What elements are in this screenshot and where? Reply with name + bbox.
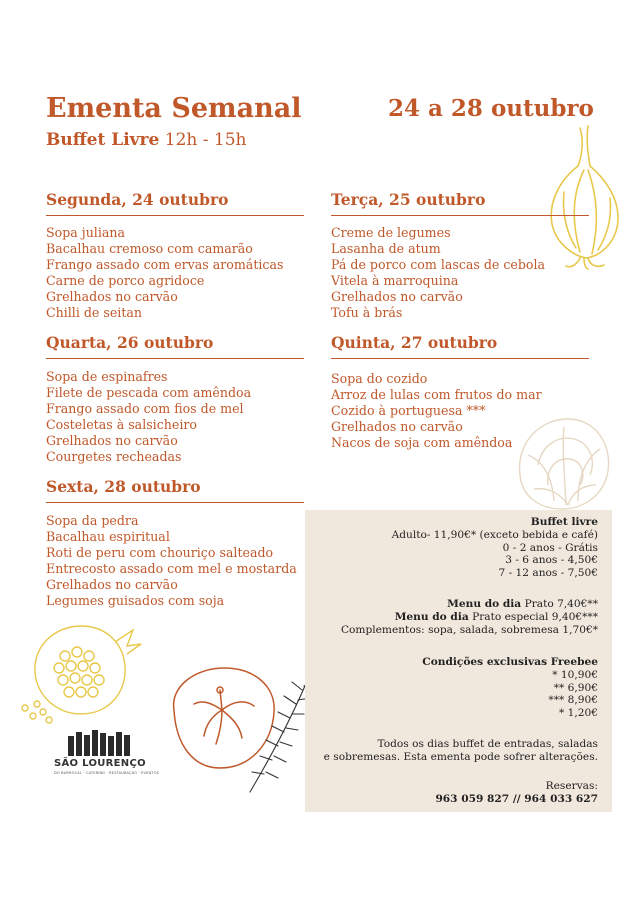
freebee-price: * 10,90€ <box>552 668 598 681</box>
day-heading: Quinta, 27 outubro <box>331 333 589 359</box>
day-wednesday <box>46 333 304 466</box>
dish-list <box>331 225 589 322</box>
day-thursday <box>331 333 589 451</box>
dish-item: Courgetes recheadas <box>46 449 182 465</box>
dish-item: Sopa juliana <box>46 225 125 240</box>
sao-lourenco-logo-mark <box>68 730 134 756</box>
dish-item: Vitela à marroquina <box>331 273 459 289</box>
dish-item: Bacalhau cremoso com camarão <box>46 241 253 257</box>
reservas-block <box>435 780 598 806</box>
phone-numbers: 963 059 827 // 964 033 627 <box>435 792 598 805</box>
day-heading: Segunda, 24 outubro <box>46 190 304 216</box>
info-panel <box>305 510 612 812</box>
menu-especial-line <box>395 611 598 623</box>
logo-tagline: DO BARROCAL · CATERING · RESTAURAÇÃO · EVENTOS <box>54 771 160 775</box>
buffet-label: Buffet Livre <box>46 130 160 150</box>
dish-item: Grelhados no carvão <box>46 433 178 449</box>
dish-list <box>46 513 304 610</box>
day-heading: Quarta, 26 outubro <box>46 333 304 359</box>
menu-label: Menu do dia <box>447 598 522 610</box>
freebee-price: * 1,20€ <box>559 707 598 720</box>
price-3-6: 3 - 6 anos - 4,50€ <box>505 554 598 567</box>
note-line: e sobremesas. Esta ementa pode sofrer alterações. <box>323 750 598 763</box>
day-friday <box>46 477 304 610</box>
day-heading: Terça, 25 outubro <box>331 190 589 216</box>
dish-item: Roti de peru com chouriço salteado <box>46 545 274 561</box>
menu-label: Menu do dia <box>394 610 469 623</box>
price-0-2: 0 - 2 anos - Grátis <box>502 541 598 554</box>
price-7-12: 7 - 12 anos - 7,50€ <box>498 567 598 580</box>
logo-name: SÃO LOURENÇO <box>54 758 146 769</box>
dish-item: Lasanha de atum <box>331 241 441 257</box>
dish-list <box>46 369 304 466</box>
day-tuesday <box>331 190 589 322</box>
note-block <box>324 738 598 764</box>
freebee-title: Condições exclusivas Freebee <box>422 656 598 668</box>
page-title: Ementa Semanal <box>46 93 302 124</box>
pomegranate-illustration <box>15 612 155 732</box>
dish-item: Sopa de espinafres <box>46 369 168 384</box>
dish-item: Pá de porco com lascas de cebola <box>331 257 546 273</box>
dish-item: Entrecosto assado com mel e mostarda <box>46 561 297 577</box>
reservas-label: Reservas: <box>545 780 598 792</box>
week-dates: 24 a 28 outubro <box>388 95 594 122</box>
dish-item: Grelhados no carvão <box>331 289 463 305</box>
dish-item: Tofu à brás <box>331 305 403 321</box>
day-monday <box>46 190 304 322</box>
dish-item: Bacalhau espiritual <box>46 529 170 545</box>
price-adult: Adulto- 11,90€* (exceto bebida e café) <box>391 528 598 541</box>
dish-item: Nacos de soja com amêndoa <box>331 435 513 451</box>
complements-line: Complementos: sopa, salada, sobremesa 1,70€* <box>340 623 598 636</box>
menu-block <box>341 598 598 636</box>
dish-item: Frango assado com fios de mel <box>46 401 244 417</box>
dish-item: Carne de porco agridoce <box>46 273 205 289</box>
buffet-title: Buffet livre <box>530 516 598 528</box>
dish-item: Arroz de lulas com frutos do mar <box>331 387 542 403</box>
day-heading: Sexta, 28 outubro <box>46 477 304 503</box>
freebee-block <box>422 656 598 720</box>
freebee-price: ** 6,90€ <box>553 681 598 694</box>
dish-list <box>331 371 589 451</box>
menu-price: Prato 7,40€** <box>524 598 598 610</box>
buffet-hours: 12h - 15h <box>164 130 247 150</box>
dish-item: Chilli de seitan <box>46 305 143 321</box>
note-line: Todos os dias buffet de entradas, saladas <box>377 738 598 750</box>
dish-item: Costeletas à salsicheiro <box>46 417 197 433</box>
dish-item: Cozido à portuguesa *** <box>331 403 486 419</box>
dish-item: Creme de legumes <box>331 225 451 240</box>
dish-item: Grelhados no carvão <box>46 289 178 305</box>
freebee-price: *** 8,90€ <box>548 694 598 707</box>
dish-item: Frango assado com ervas aromáticas <box>46 257 284 273</box>
dish-item: Grelhados no carvão <box>331 419 463 435</box>
menu-especial-price: Prato especial 9,40€*** <box>472 610 598 623</box>
dish-item: Filete de pescada com amêndoa <box>46 385 252 401</box>
page-subtitle <box>46 130 246 150</box>
menu-do-dia-line <box>447 598 598 610</box>
dish-item: Legumes guisados com soja <box>46 593 225 609</box>
dish-item: Sopa da pedra <box>46 513 139 528</box>
dish-list <box>46 225 304 322</box>
pricing-block <box>392 516 598 580</box>
dish-item: Sopa do cozido <box>331 371 428 386</box>
dish-item: Grelhados no carvão <box>46 577 178 593</box>
